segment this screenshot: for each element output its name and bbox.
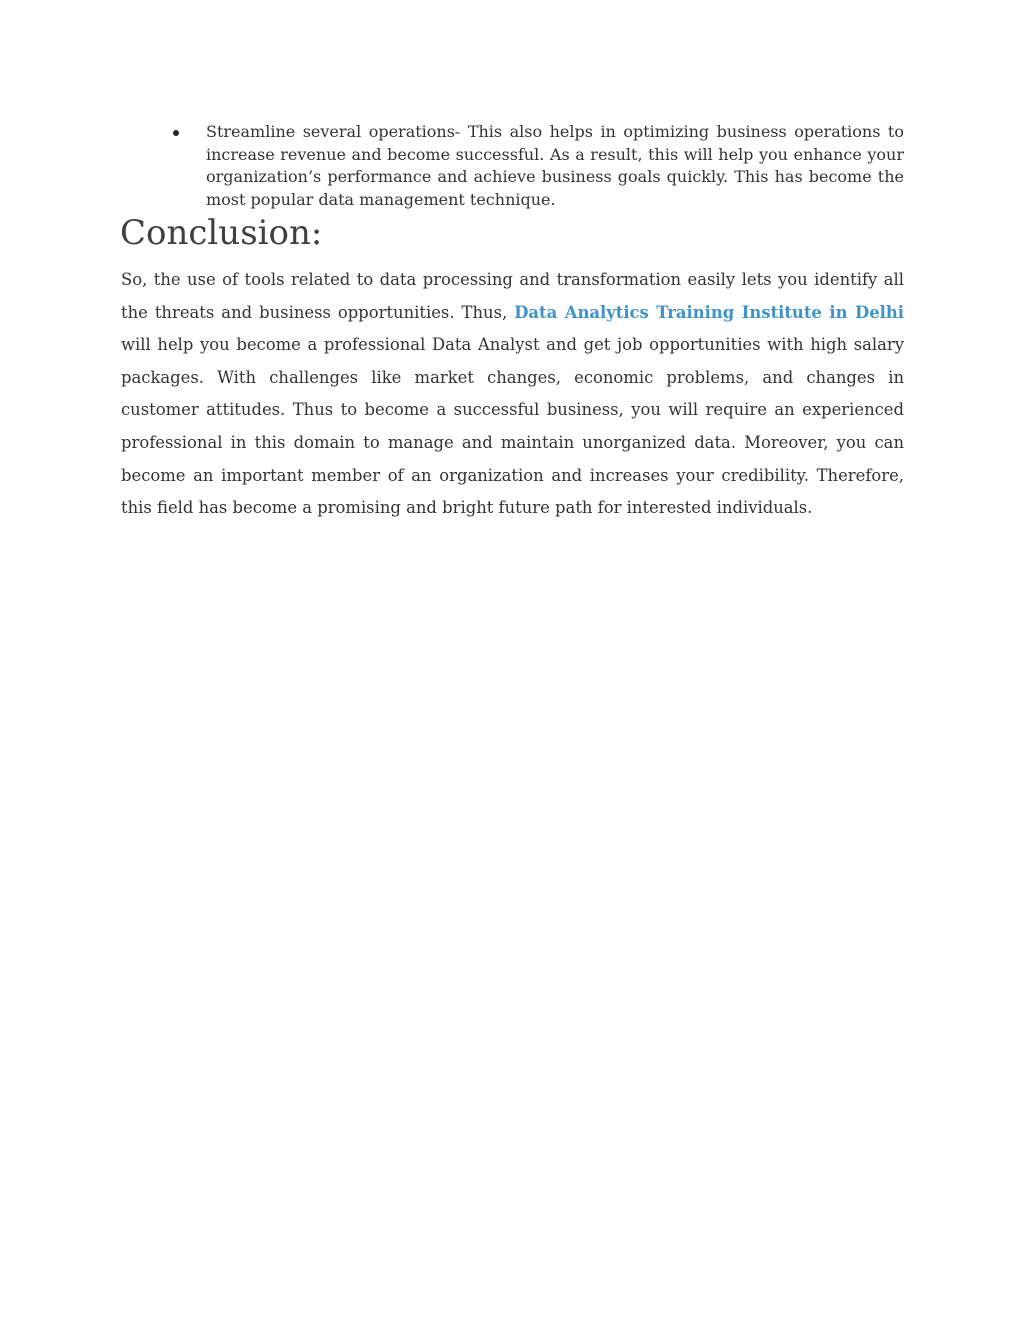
bullet-list [170,121,904,212]
conclusion-text-after-link: will help you become a professional Data Analyst and get job opportunities with high salary packages. With challenges like market changes, economic problems, and changes in customer attitudes. Thus to become a successful business, you will require an experienced professional in this domain to manage and maintain unorganized data. Moreover, you can become an important member of an organization and increases your credibility. Therefore, this field has become a promising and bright future path for interested individuals. [121,335,904,518]
conclusion-paragraph [121,264,904,525]
training-institute-link[interactable]: Data Analytics Training Institute in Delhi [514,302,905,322]
bullet-icon [173,130,179,136]
conclusion-text-before-link: So, the use of tools related to data processing and transformation easily lets you identify all the threats and business opportunities. Thus, [121,270,904,322]
bullet-item [170,121,904,212]
conclusion-heading: Conclusion: [120,213,323,253]
bullet-text: Streamline several operations- This also helps in optimizing business operations to increase revenue and become successful. As a result, this will help you enhance your organization’s performance and achieve business goals quickly. This has become the most popular data management technique. [206,122,904,210]
